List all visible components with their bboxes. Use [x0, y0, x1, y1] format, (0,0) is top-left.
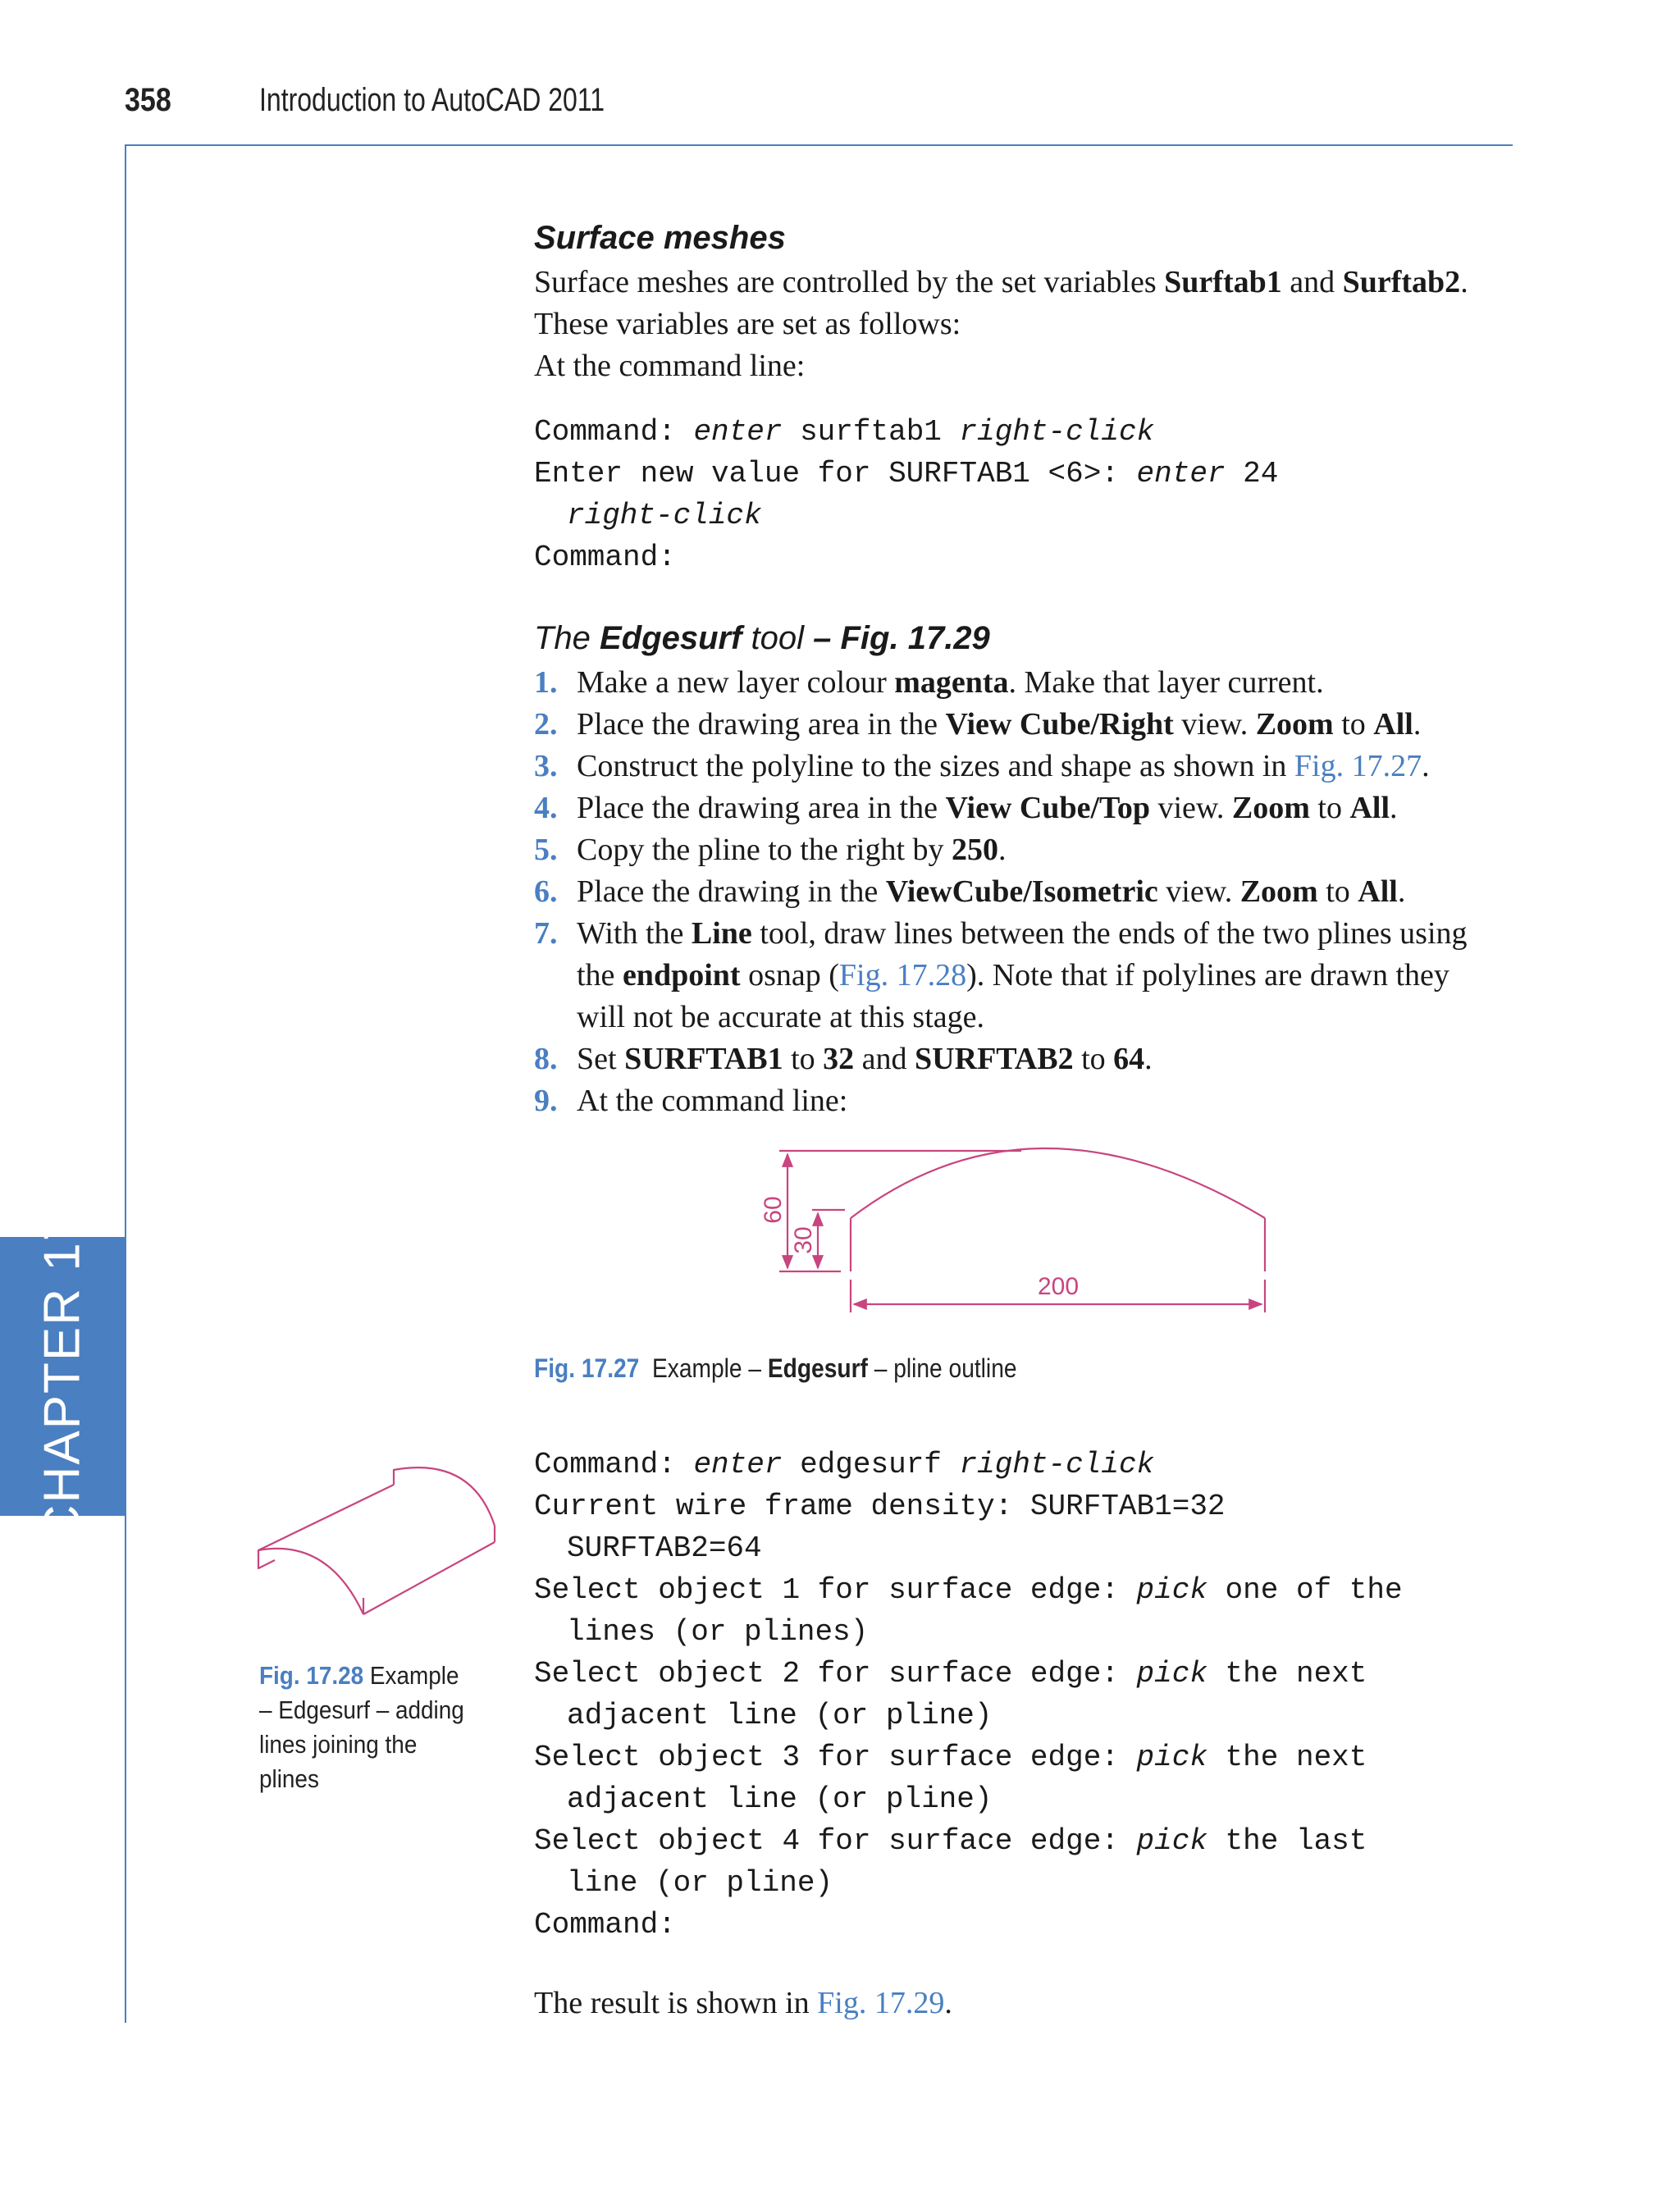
page-number: 358: [125, 82, 171, 118]
command-line: lines (or plines): [567, 1615, 869, 1649]
dimension-60-label: 60: [760, 1196, 787, 1224]
command-line: Select object 4 for surface edge: pick the last: [534, 1824, 1367, 1858]
command-block-edgesurf: [534, 1444, 1518, 1946]
chapter-tab: [0, 1211, 125, 1542]
figure-link[interactable]: Fig. 17.27: [1294, 749, 1422, 783]
list-item: 7. With the Line tool, draw lines between the ends of the two plines using the endpoint osnap (Fig. 17.28). Note that if polylines are drawn they will not be accurate at this stage.: [534, 916, 1468, 1034]
body-paragraph: Surface meshes are controlled by the set variables Surftab1 and Surftab2. These variables are set as follows: At the command line:: [534, 265, 1468, 383]
dimension-30-label: 30: [790, 1226, 817, 1254]
back-pline: [394, 1467, 495, 1526]
list-item: 4. Place the drawing area in the View Cube/Top view. Zoom to All.: [534, 791, 1398, 825]
command-line: Select object 1 for surface edge: pick one of the: [534, 1573, 1403, 1607]
command-line: right-click: [567, 499, 762, 532]
list-item: 2. Place the drawing area in the View Cube/Right view. Zoom to All.: [534, 707, 1422, 742]
fig-17-27-caption: Fig. 17.27 Example – Edgesurf – pline outline: [534, 1353, 1017, 1383]
command-line: adjacent line (or pline): [567, 1699, 993, 1732]
figure-link[interactable]: Fig. 17.29: [817, 1986, 945, 2020]
header-rule: [125, 144, 1513, 146]
list-item: 3. Construct the polyline to the sizes and shape as shown in Fig. 17.27.: [534, 749, 1430, 783]
command-line: Select object 2 for surface edge: pick the next: [534, 1657, 1367, 1691]
command-line: Command: enter surftab1 right-click: [534, 415, 1155, 449]
list-item: 6. Place the drawing in the ViewCube/Isometric view. Zoom to All.: [534, 874, 1406, 909]
command-line: Enter new value for SURFTAB1 <6>: enter 24: [534, 457, 1279, 491]
running-header-title: Introduction to AutoCAD 2011: [259, 82, 605, 118]
figure-link[interactable]: Fig. 17.28: [838, 958, 967, 993]
command-line: SURFTAB2=64: [567, 1531, 762, 1565]
front-pline: [258, 1549, 363, 1614]
section-surface-meshes: [534, 220, 1518, 387]
command-line: adjacent line (or pline): [567, 1782, 993, 1816]
dimension-200-label: 200: [1037, 1273, 1080, 1300]
margin-rule: [125, 144, 126, 2023]
command-block-surftab: [534, 411, 1518, 578]
command-line: Command:: [534, 1908, 676, 1942]
section-heading: Surface meshes: [534, 220, 786, 256]
section-heading: The Edgesurf tool – Fig. 17.29: [534, 620, 990, 656]
list-item: 9. At the command line:: [534, 1084, 848, 1118]
fig-17-27-pline-outline: [760, 1144, 1296, 1333]
list-item: 8. Set SURFTAB1 to 32 and SURFTAB2 to 64.: [534, 1042, 1153, 1076]
command-line: Current wire frame density: SURFTAB1=32: [534, 1490, 1226, 1523]
section-edgesurf: [534, 620, 1518, 1122]
fig-17-28-edgesurf-lines: [250, 1460, 509, 1632]
steps-list: [534, 662, 1518, 1122]
command-line: line (or pline): [567, 1866, 833, 1900]
list-item: 5. Copy the pline to the right by 250.: [534, 833, 1007, 867]
command-line: Command: enter edgesurf right-click: [534, 1448, 1155, 1481]
chapter-tab-label: CHAPTER 17: [34, 1211, 91, 1542]
result-paragraph: The result is shown in Fig. 17.29.: [534, 1986, 952, 2020]
pline-arc: [851, 1148, 1265, 1218]
command-line: Select object 3 for surface edge: pick the next: [534, 1741, 1367, 1774]
connecting-line-bottom: [363, 1542, 495, 1614]
connecting-line-top: [258, 1485, 394, 1550]
fig-17-28-caption: Fig. 17.28 Example – Edgesurf – adding lines joining the plines: [259, 1661, 464, 1793]
command-line: Command:: [534, 541, 676, 574]
list-item: 1. Make a new layer colour magenta. Make that layer current.: [534, 665, 1324, 700]
